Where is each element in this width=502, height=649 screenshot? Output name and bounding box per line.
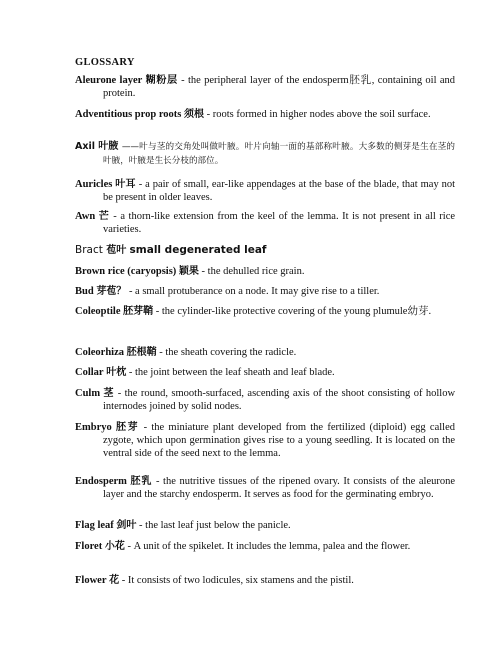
term-chinese: 胚根鞘: [126, 347, 157, 358]
term-chinese: 胚芽: [116, 422, 140, 433]
entry-flower: [75, 574, 455, 587]
definition: - the cylinder-like protective covering of the young plumule幼芽.: [155, 306, 432, 317]
entry-axil: [75, 140, 455, 168]
definition: - the miniature plant developed from the fertilized (diploid) egg called zygote, which upon germination gives rise to a young seedling. It is located on the ventral side of the seed next to the lemma.: [103, 422, 456, 459]
term: Brown rice (caryopsis): [75, 266, 177, 277]
term-chinese: 叶枕: [106, 367, 127, 378]
entry-coleorhiza: [75, 346, 455, 359]
definition: - a thorn-like extension from the keel of the lemma. It is not present in all rice varieties.: [103, 211, 456, 235]
term: Auricles: [75, 179, 113, 190]
entry-culm: [75, 387, 455, 413]
term-chinese: 剑叶: [116, 520, 137, 531]
definition: - the peripheral layer of the endosperm胚乳, containing oil and protein.: [103, 75, 455, 99]
term: Collar: [75, 367, 104, 378]
term-chinese: 叶耳: [115, 179, 136, 190]
entry-floret: [75, 540, 455, 553]
entry-endosperm: [75, 475, 455, 501]
term-chinese: 芒: [98, 211, 110, 222]
term-chinese: 叶腋: [98, 141, 119, 152]
entry-adventitious-prop-roots: [75, 108, 455, 121]
term-chinese: 小花: [104, 541, 125, 552]
term-chinese: 胚乳: [130, 476, 153, 487]
term-chinese: 茎: [103, 388, 115, 399]
entry-auricles: [75, 178, 455, 204]
entry-bud: [75, 285, 455, 298]
entry-aleurone-layer: [75, 74, 455, 100]
definition: small degenerated leaf: [129, 244, 267, 256]
term: Awn: [75, 211, 96, 222]
entry-collar: [75, 366, 455, 379]
definition: - the joint between the leaf sheath and leaf blade.: [128, 367, 335, 378]
term: Coleoptile: [75, 306, 121, 317]
term-chinese: 胚芽鞘: [123, 306, 154, 317]
definition: - A unit of the spikelet. It includes the lemma, palea and the flower.: [127, 541, 411, 552]
term: Bud: [75, 286, 94, 297]
term: Flower: [75, 575, 107, 586]
definition: - the round, smooth-surfaced, ascending axis of the shoot consisting of hollow internodes joined by solid nodes.: [103, 388, 456, 412]
entry-brown-rice: [75, 265, 455, 278]
entry-flag-leaf: [75, 519, 455, 532]
definition: - the last leaf just below the panicle.: [139, 520, 291, 531]
definition: - roots formed in higher nodes above the soil surface.: [206, 109, 431, 120]
term: Embryo: [75, 422, 112, 433]
term: Adventitious prop roots: [75, 109, 182, 120]
term: Aleurone layer: [75, 75, 143, 86]
definition: - It consists of two lodicules, six stamens and the pistil.: [121, 575, 354, 586]
entry-embryo: [75, 421, 455, 460]
term: Culm: [75, 388, 101, 399]
term-chinese: 颖果: [178, 266, 199, 277]
term-chinese: 苞叶: [106, 245, 127, 256]
term: Endosperm: [75, 476, 127, 487]
term: Floret: [75, 541, 103, 552]
term: Flag leaf: [75, 520, 114, 531]
definition: - the dehulled rice grain.: [201, 266, 305, 277]
term: Axil: [75, 141, 95, 152]
glossary-title: GLOSSARY: [75, 57, 135, 68]
definition: - the sheath covering the radicle.: [159, 347, 297, 358]
term-chinese: 糊粉层: [145, 75, 178, 86]
entry-bract: [75, 244, 455, 257]
term-chinese: 芽苞？: [96, 286, 127, 297]
definition: - the nutritive tissues of the ripened ovary. It consists of the aleurone layer and the starchy endosperm. It serves as food for the germinating embryo.: [103, 476, 456, 500]
term-chinese: 花: [109, 575, 120, 586]
definition: - a small protuberance on a node. It may give rise to a tiller.: [128, 286, 380, 297]
definition: ——叶与茎的交角处叫做叶腋。叶片向轴一面的基部称叶腋。大多数的侧芽是生在茎的叶腋，叶腋是生长分枝的部位。: [103, 142, 456, 166]
term: Coleorhiza: [75, 347, 124, 358]
definition: - a pair of small, ear-like appendages at the base of the blade, that may not be present in older leaves.: [103, 179, 456, 203]
term: Bract: [75, 244, 103, 256]
term-chinese: 须根: [184, 109, 205, 120]
entry-coleoptile: [75, 305, 455, 318]
entry-awn: [75, 210, 455, 236]
